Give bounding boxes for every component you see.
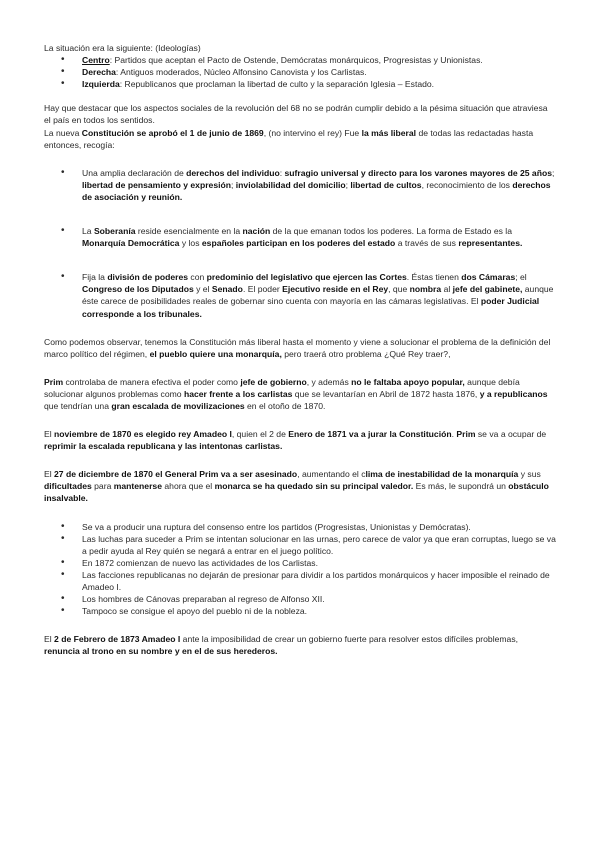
list-item: • Una amplia declaración de derechos del individuo: sufragio universal y directo para los varones mayores de 25 años; libertad de pensamiento y expresión; inviolabilidad del domicilio; libertad de cultos, reconocimiento de los derechos de asociación y reunión. (44, 167, 556, 203)
paragraph-constitution: La nueva Constitución se aprobó el 1 de junio de 1869, (no intervino el rey) Fue la más liberal de todas las redactadas hasta entonces, recogía: (44, 127, 534, 150)
paragraph-prim: Prim controlaba de manera efectiva el poder como jefe de gobierno, y además no le faltaba apoyo popular, aunque debía solucionar algunos problemas como hacer frente a los carlistas que se levantarían en Abril de 1872 hasta 1876, y a republicanos que tendrían una gran escalada de movilizaciones en el otoño de 1870. (44, 376, 548, 411)
list-item: • Las luchas para suceder a Prim se intentan solucionar en las urnas, pero carece de valor ya que eran corruptas, luego se va a pedir ayuda al Rey quién se negará a entrar en el juego político. (44, 533, 556, 557)
intro-text: La situación era la siguiente: (Ideologías) (44, 43, 201, 53)
list-item: • En 1872 comienzan de nuevo las actividades de los Carlistas. (44, 557, 556, 569)
constitution-list (44, 167, 556, 320)
list-item: • Fija la división de poderes con predominio del legislativo que ejercen las Cortes. Éstas tienen dos Cámaras; el Congreso de los Diputados y el Senado. El poder Ejecutivo reside en el Rey, que nombra al jefe del gabinete, aunque éste carece de posibilidades reales de gobernar sino cuenta con mayoría en las cámaras legislativas. El poder Judicial corresponde a los tribunales. (44, 271, 556, 319)
paragraph-abdication: El 2 de Febrero de 1873 Amadeo I ante la imposibilidad de crear un gobierno fuerte para resolver estos difíciles problemas, renuncia al trono en su nombre y en el de sus herederos. (44, 634, 519, 657)
ideologies-list (44, 54, 556, 90)
paragraph-prim-assassination: El 27 de diciembre de 1870 el General Prim va a ser asesinado, aumentando el clima de inestabilidad de la monarquía y sus dificultades para mantenerse ahora que el monarca se ha quedado sin su principal valedor. Es más, le supondrá un obstáculo insalvable. (44, 469, 549, 504)
list-item: • Tampoco se consigue el apoyo del pueblo ni de la nobleza. (44, 605, 556, 617)
paragraph-amadeo: El noviembre de 1870 es elegido rey Amadeo I, quien el 2 de Enero de 1871 va a jurar la Constitución. Prim se va a ocupar de reprimir la escalada republicana y las intentonas carlistas. (44, 429, 547, 452)
list-item: • Los hombres de Cánovas preparaban al regreso de Alfonso XII. (44, 593, 556, 605)
list-item: • Derecha: Antiguos moderados, Núcleo Alfonsino Canovista y los Carlistas. (44, 66, 556, 78)
list-item: • La Soberanía reside esencialmente en la nación de la que emanan todos los poderes. La forma de Estado es la Monarquía Democrática y los españoles participan en los poderes del estado a través de sus representantes. (44, 225, 556, 249)
list-item: • Las facciones republicanas no dejarán de presionar para dividir a los partidos monárquicos y hacer imposible el reinado de Amadeo I. (44, 569, 556, 593)
list-item: • Izquierda: Republicanos que proclaman la libertad de culto y la separación Iglesia – Estado. (44, 78, 556, 90)
list-item: • Centro: Partidos que aceptan el Pacto de Ostende, Demócratas monárquicos, Progresistas y Unionistas. (44, 54, 556, 66)
paragraph-social-aspects: Hay que destacar que los aspectos sociales de la revolución del 68 no se podrán cumplir debido a la pésima situación que atraviesa el país en todos los sentidos. (44, 103, 548, 126)
crisis-list (44, 521, 556, 618)
list-item: • Se va a producir una ruptura del consenso entre los partidos (Progresistas, Unionistas y Demócratas). (44, 521, 556, 533)
paragraph-monarchy: Como podemos observar, tenemos la Constitución más liberal hasta el momento y viene a solucionar el problema de la definición del marco político del régimen, el pueblo quiere una monarquía, pero traerá otro problema ¿Qué Rey traer?, (44, 336, 551, 359)
